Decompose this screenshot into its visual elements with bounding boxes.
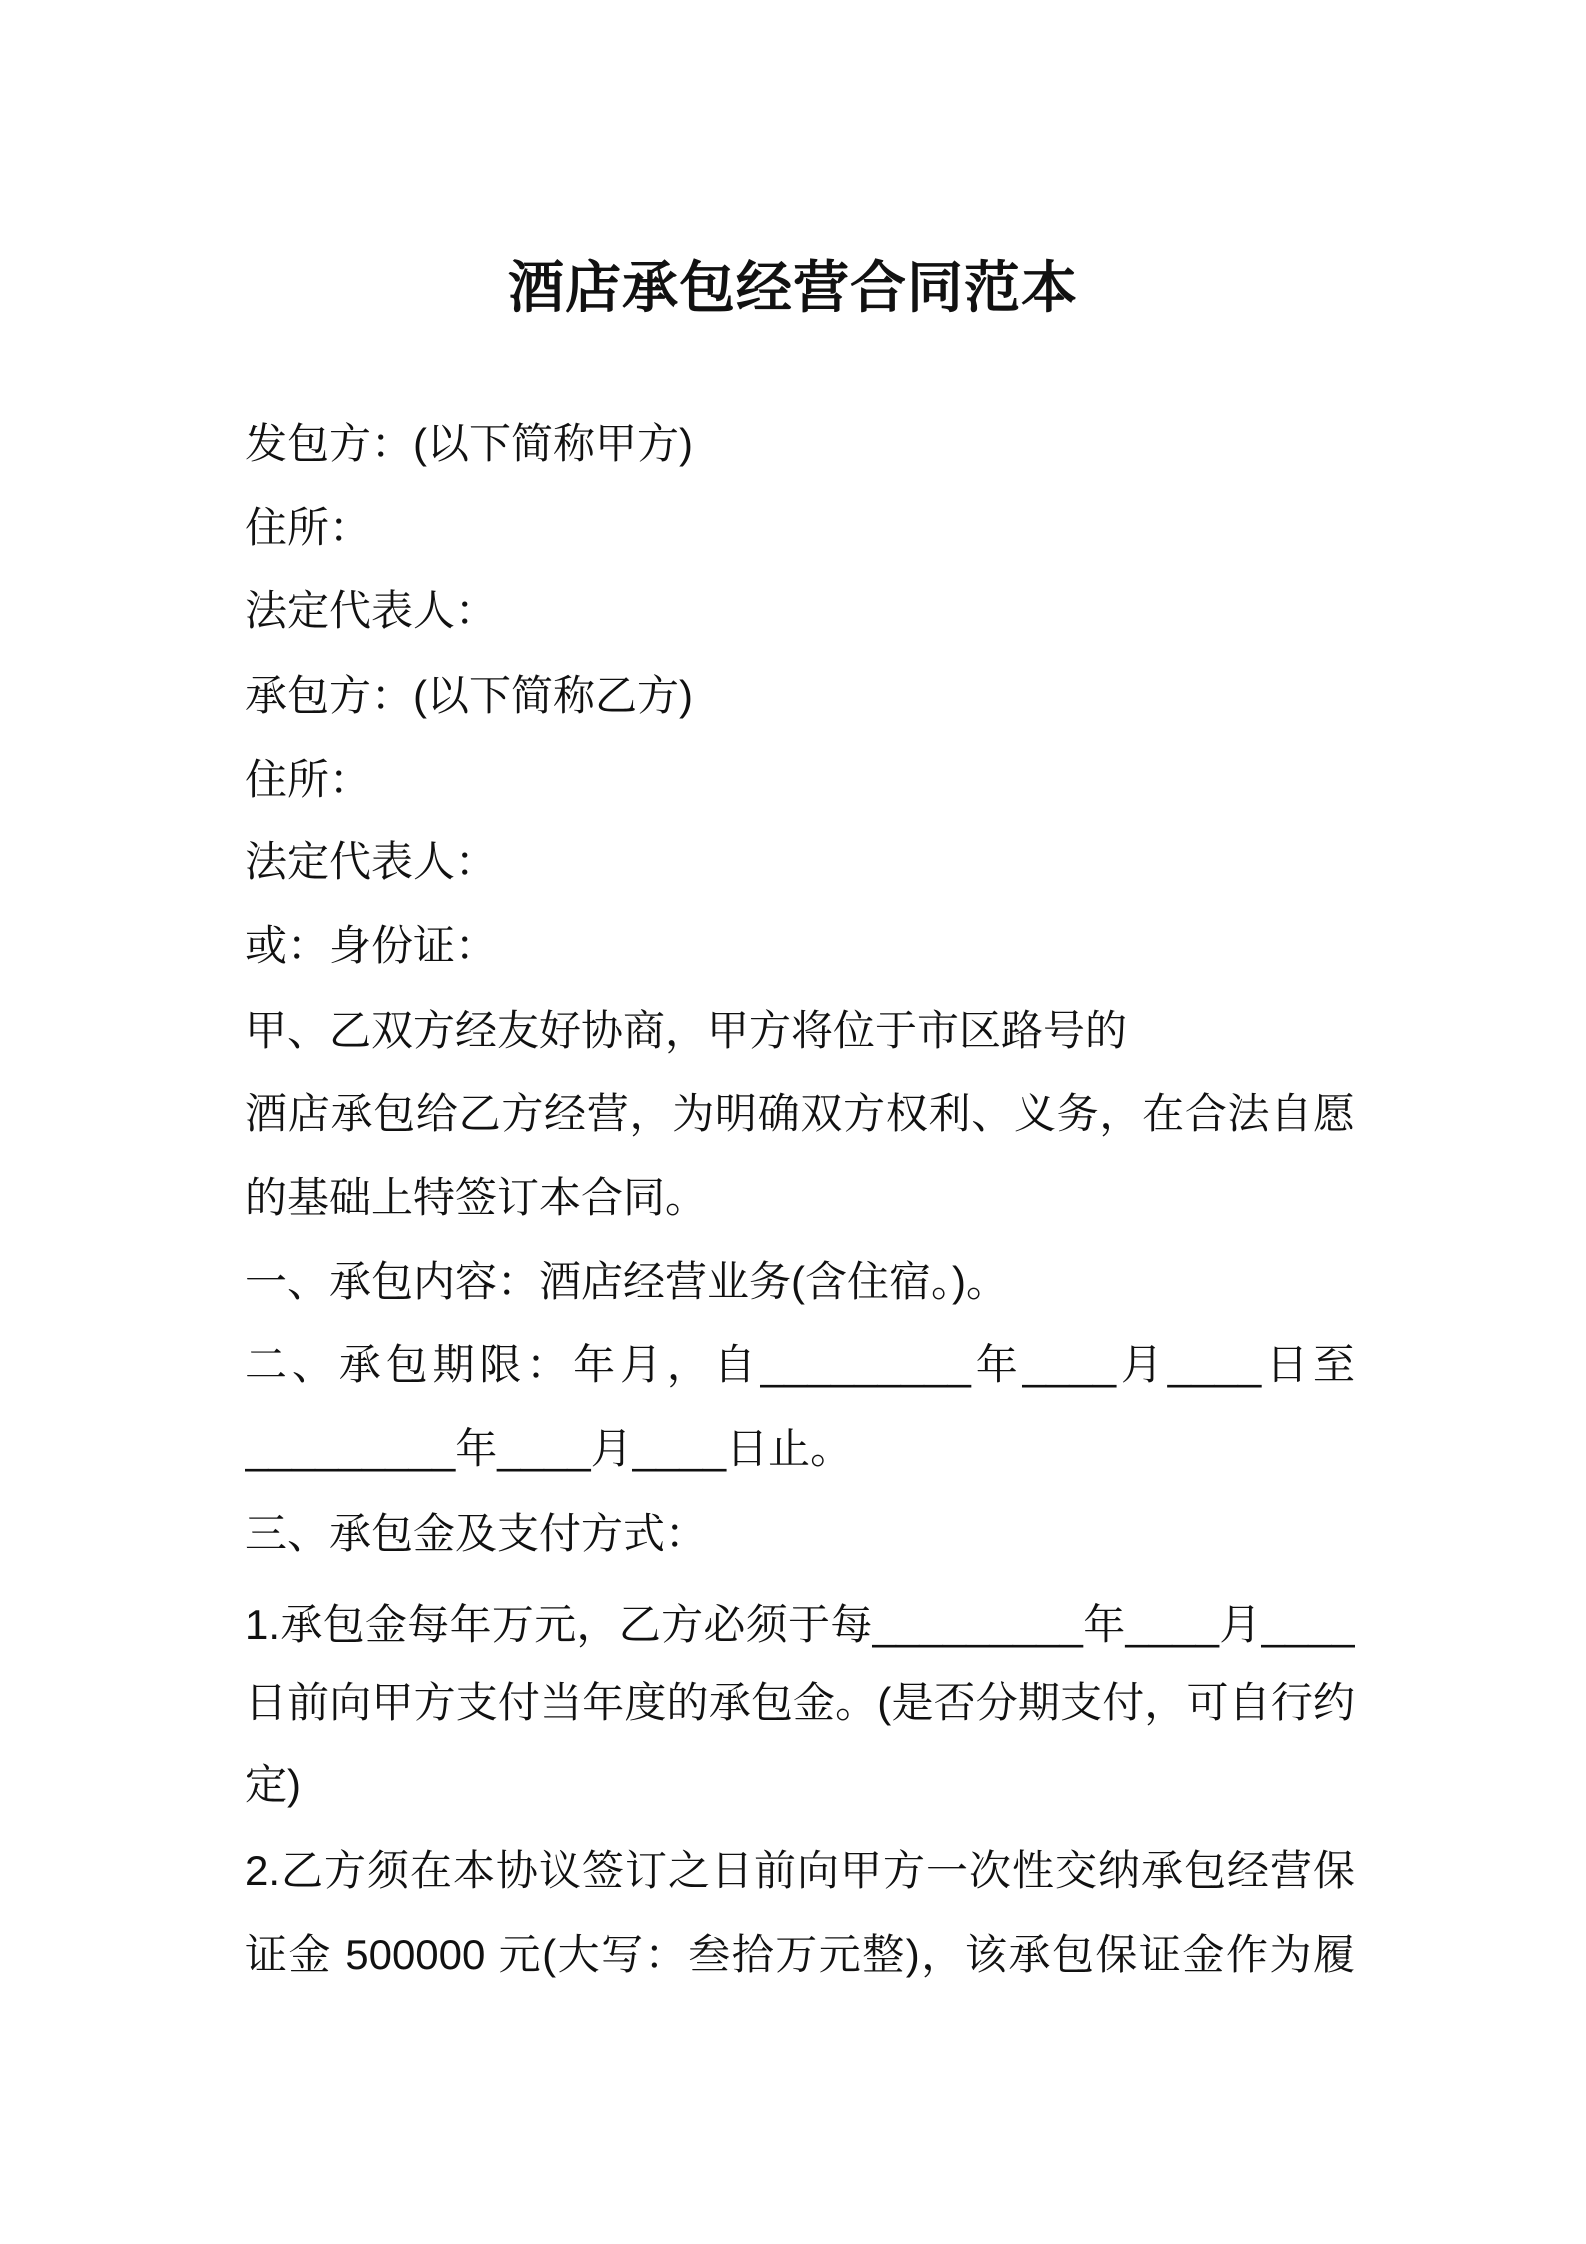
clause-3-item-2-line-1: 2.乙方须在本协议签订之日前向甲方一次性交纳承包经营保: [245, 1847, 1355, 1894]
clause-1-content: 一、承包内容：酒店经营业务(含住宿。)。: [245, 1258, 1008, 1305]
clause-3-item-1-line-2: 日前向甲方支付当年度的承包金。(是否分期支付，可自行约: [245, 1679, 1355, 1726]
clause-3-heading: 三、承包金及支付方式：: [245, 1510, 708, 1557]
preamble-line-1: 甲、乙双方经友好协商，甲方将位于市区路号的: [245, 1007, 1128, 1054]
clause-3-item-1-line-3: 定): [245, 1761, 301, 1808]
contractee-representative-line: 法定代表人：: [245, 838, 498, 885]
preamble-line-3: 的基础上特签订本合同。: [245, 1174, 708, 1221]
clause-3-item-2-line-2: 证金 500000 元(大写：叁拾万元整)，该承包保证金作为履: [245, 1931, 1355, 1978]
contractor-representative-line: 法定代表人：: [245, 587, 498, 634]
document-title: 酒店承包经营合同范本: [508, 256, 1078, 319]
contractee-party-line: 承包方：(以下简称乙方): [245, 672, 693, 719]
clause-2-term-line-1: 二、承包期限：年月，自_________年____月____日至: [245, 1341, 1355, 1388]
preamble-line-2: 酒店承包给乙方经营，为明确双方权利、义务，在合法自愿: [245, 1090, 1355, 1137]
clause-3-item-1-line-1: 1.承包金每年万元，乙方必须于每_________年____月____: [245, 1601, 1355, 1648]
contractor-address-line: 住所：: [245, 504, 372, 551]
contractee-address-line: 住所：: [245, 756, 372, 803]
clause-2-term-line-2: _________年____月____日止。: [245, 1425, 853, 1472]
id-card-line: 或：身份证：: [245, 922, 498, 969]
contractor-party-line: 发包方：(以下简称甲方): [245, 420, 693, 467]
